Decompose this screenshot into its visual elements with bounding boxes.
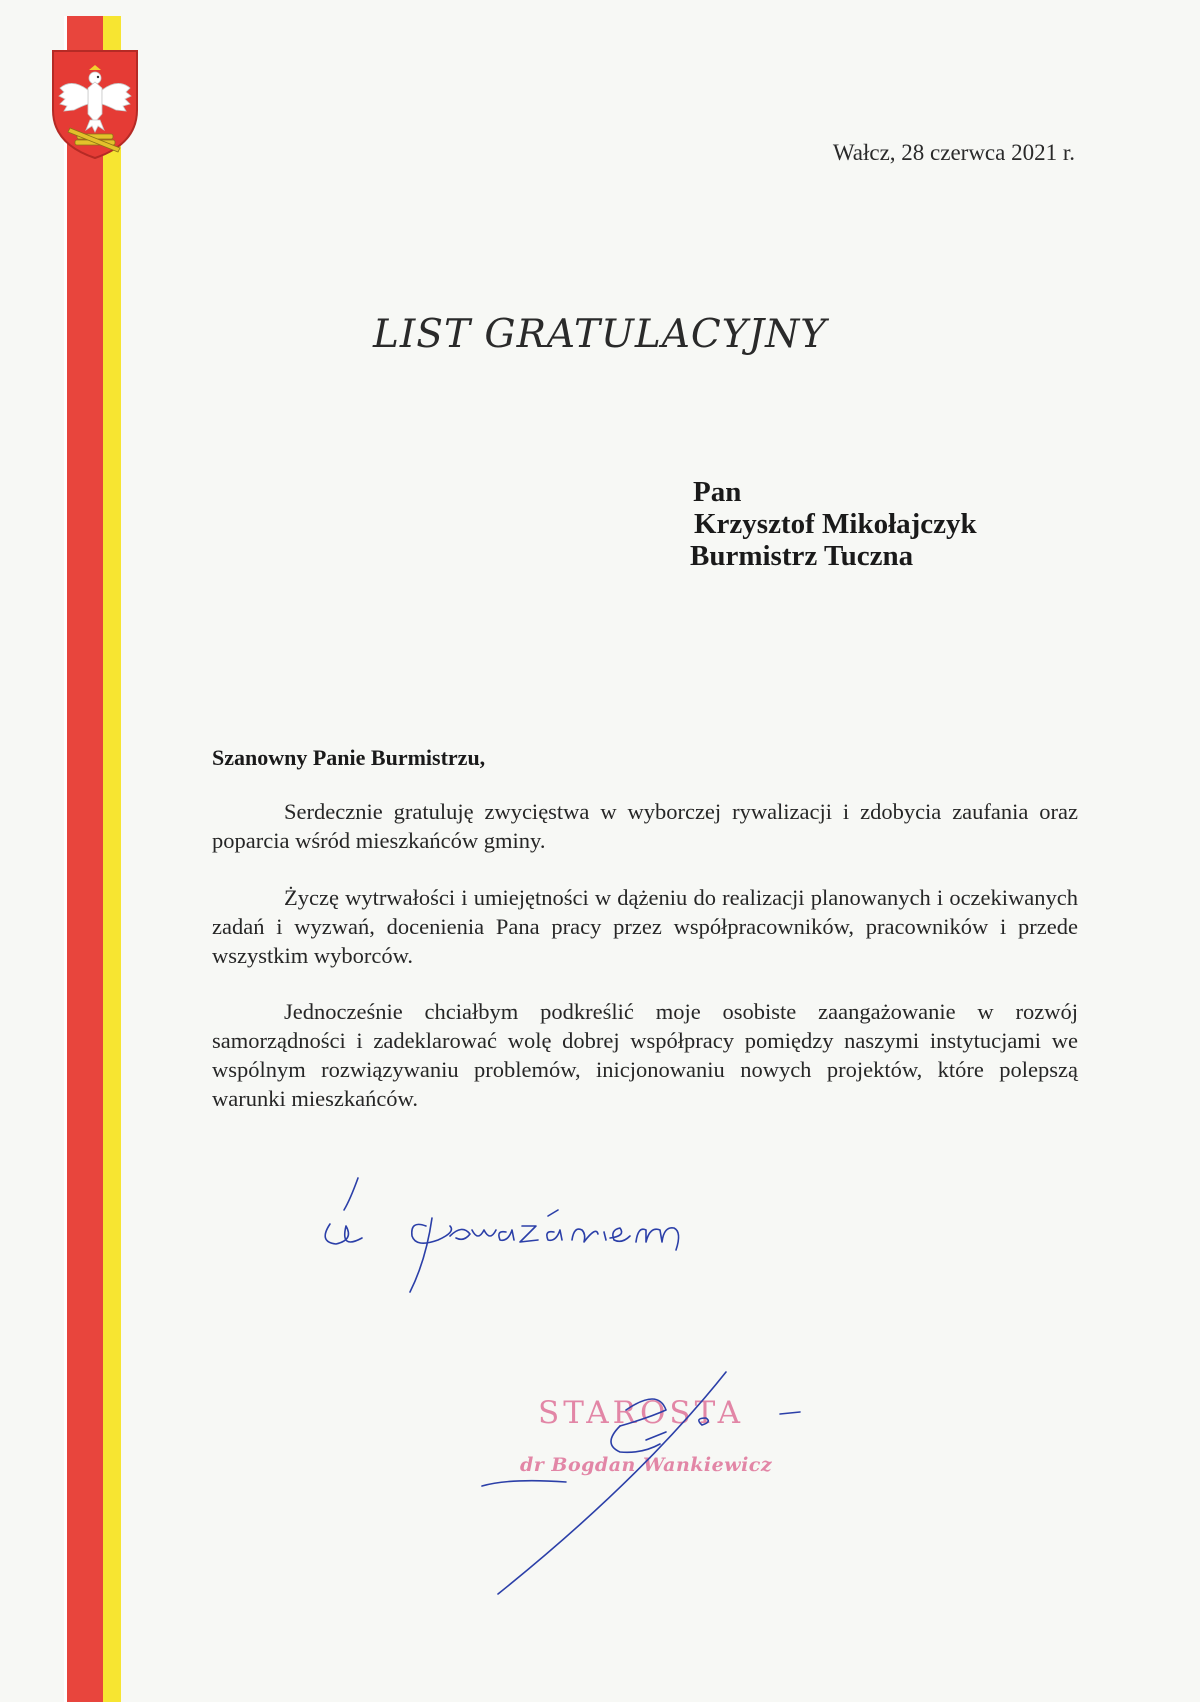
recipient-block: [690, 476, 977, 572]
letterhead-stripe-yellow: [103, 16, 121, 1702]
letter-title: LIST GRATULACYJNY: [372, 312, 828, 357]
stamp-title: STAROSTA: [538, 1395, 744, 1431]
greeting: Szanowny Panie Burmistrzu,: [212, 745, 486, 770]
handwritten-signature: [470, 1370, 870, 1600]
recipient-position: Burmistrz Tuczna: [690, 540, 914, 572]
body-paragraph-1: Serdecznie gratuluję zwycięstwa w wyborczej rywalizacji i zdobycia zaufania oraz poparcia wśród mieszkańców gminy.: [212, 799, 1078, 853]
recipient-name: Krzysztof Mikołajczyk: [694, 508, 977, 540]
stamp-name: dr Bogdan Wankiewicz: [520, 1454, 773, 1476]
coat-of-arms-eagle-icon: [50, 48, 140, 160]
letterhead-stripe-red: [67, 16, 103, 1702]
letter-date: Wałcz, 28 czerwca 2021 r.: [832, 140, 1075, 165]
recipient-salutation: Pan: [693, 476, 742, 508]
body-paragraph-3: Jednocześnie chciałbym podkreślić moje osobiste zaangażowanie w rozwój samorządności i zadeklarować wolę dobrej współpracy pomiędzy naszymi instytucjami we wspólnym rozwiązywaniu problemów, inicjonowaniu nowych projektów, które polepszą warunki mieszkańców.: [212, 999, 1078, 1111]
body-paragraph-2: Życzę wytrwałości i umiejętności w dążeniu do realizacji planowanych i oczekiwanych zadań i wyzwań, docenienia Pana pracy przez współpracowników, pracowników i przede wszystkim wyborców.: [212, 885, 1078, 968]
handwritten-closing: [310, 1160, 750, 1300]
